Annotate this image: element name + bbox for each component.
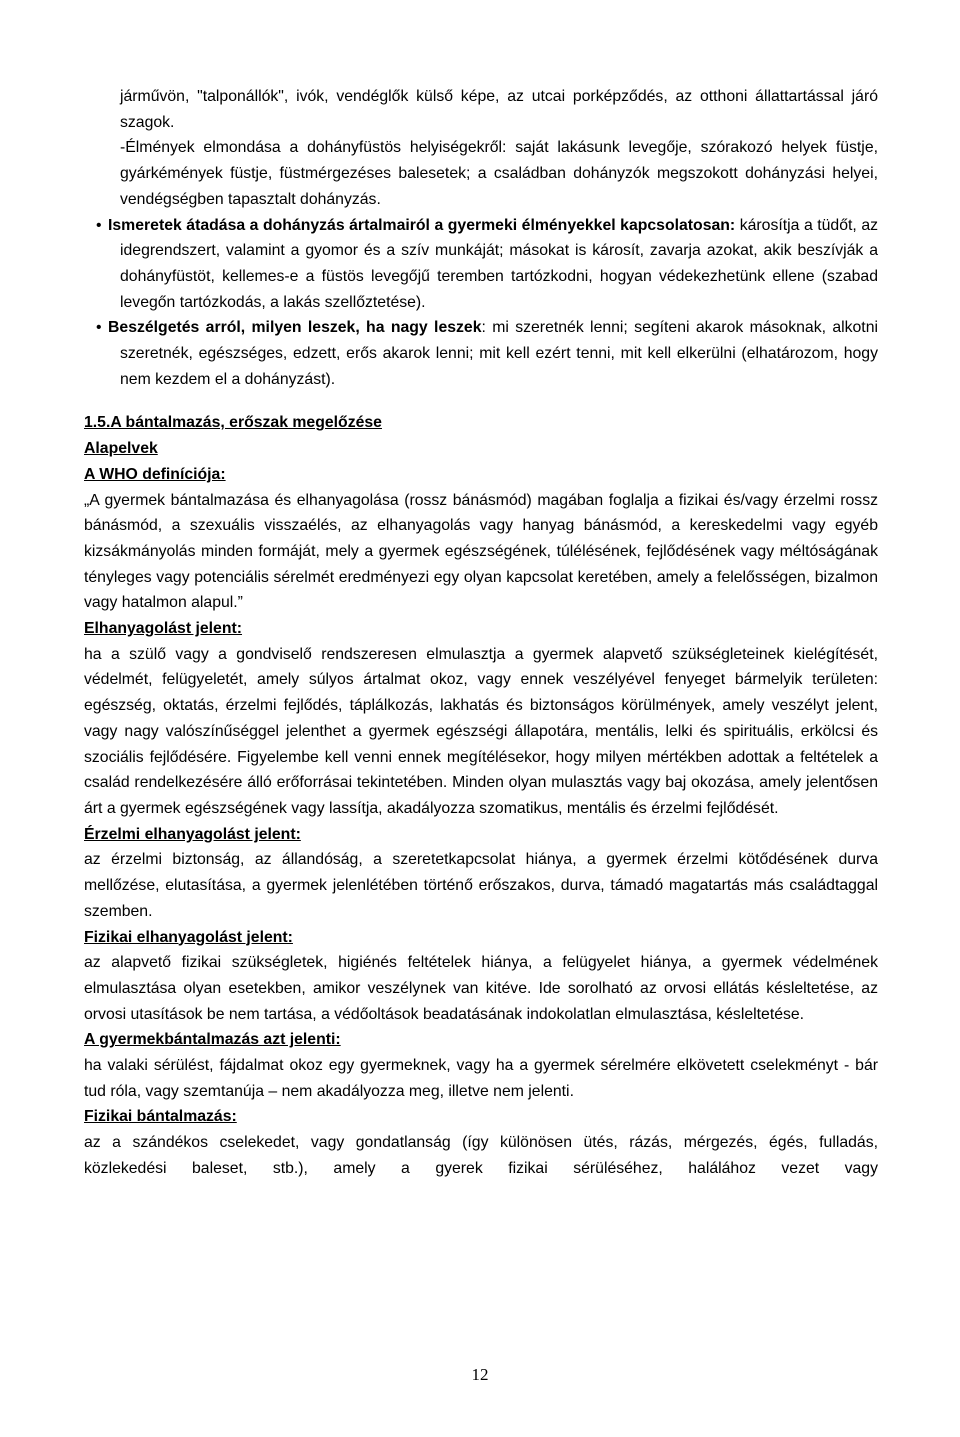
who-definition: „A gyermek bántalmazása és elhanyagolása (rossz bánásmód) magában foglalja a fizikai és/vagy érzelmi rossz bánásmód, a szexuális visszaélés, az elhanyagolás vagy hanyag bánásmód, a kereskedelmi vagy egyéb kizsákmányolás minden formáját, mely a gyermek egészségének, túlélésének, fejlődésének vagy méltóságának tényleges vagy potenciális sérelmét eredményezi egy olyan kapcsolat keretében, amely a felelősségen, bizalmon vagy hatalmon alapul.”	[84, 491, 878, 612]
bullet-item-2	[84, 315, 878, 392]
bullet-item-1-text: károsítja a tüdőt, az idegrendszert, valamint a gyomor és a szív munkáját; másokat is károsít, zavarja azokat, akik beszívják a dohányfüstöt, kellemes-e a füstös levegőjű teremben tartózkodni, hogyan védekezhetünk ellene (szabad levegőn tartózkodás, a lakás szellőztetése).	[120, 216, 878, 311]
section-title: 1.5.A bántalmazás, erőszak megelőzése	[84, 414, 382, 432]
physical-abuse-text: az a szándékos cselekedet, vagy gondatlanság (így különösen ütés, rázás, mérgezés, égés, fulladás, közlekedési baleset, stb.), amely a gyerek fizikai sérüléséhez, halálához vezet vagy	[84, 1134, 878, 1177]
page-body	[84, 84, 878, 1182]
abuse-text: ha valaki sérülést, fájdalmat okoz egy gyermeknek, vagy ha a gyermek sérelmére elkövetett cselekményt - bár tud róla, vagy szemtanúja – nem akadályozza meg, illetve nem jelenti.	[84, 1057, 878, 1100]
bullet-item-2-lead: Beszélgetés arról, milyen leszek, ha nagy leszek	[108, 319, 482, 337]
bullet-marker: •	[96, 319, 102, 337]
bullet-item-1-lead: Ismeretek átadása a dohányzás ártalmairól a gyermeki élményekkel kapcsolatosan:	[108, 216, 736, 234]
who-heading: A WHO definíciója:	[84, 465, 226, 483]
physical-neglect-text: az alapvető fizikai szükségletek, higiénés feltételek hiánya, a felügyelet hiánya, a gyermek védelmének elmulasztása olyan esetekben, amikor veszélynek van kitéve. Ide sorolható az orvosi ellátás késleltetése, az orvosi utasítások be nem tartása, a védőoltások beadatásának indokolatlan elmulasztása, késleltetése.	[84, 954, 878, 1023]
intro-paragraph-2: -Élmények elmondása a dohányfüstös helyiségekről: saját lakásunk levegője, szórakozó helyek füstje, gyárkémények füstje, füstmérgezéses balesetek; a családban dohányzók megszokott dohányzási helyei, vendégségben tapasztalt dohányzás.	[120, 139, 878, 208]
page-number: 12	[471, 1365, 489, 1384]
intro-paragraph-1: járművön, "talponállók", ivók, vendéglők külső képe, az utcai porképződés, az otthoni állattartással járó szagok.	[120, 88, 878, 131]
bullet-item-1	[84, 213, 878, 316]
emotional-neglect-text: az érzelmi biztonság, az állandóság, a szeretetkapcsolat hiánya, a gyermek érzelmi kötődésének durva mellőzése, elutasítása, a gyermek jelenlétében történő erőszakos, durva, támadó magatartás más családtaggal szemben.	[84, 851, 878, 920]
abuse-heading: A gyermekbántalmazás azt jelenti:	[84, 1031, 341, 1049]
bullet-marker: •	[96, 216, 102, 234]
physical-abuse-heading: Fizikai bántalmazás:	[84, 1108, 237, 1126]
neglect-heading: Elhanyagolást jelent:	[84, 620, 243, 638]
neglect-text: ha a szülő vagy a gondviselő rendszeresen elmulasztja a gyermek alapvető szükségleteinek kielégítését, védelmét, felügyeletét, amely súlyos ártalmat okoz, vagy ennek veszélyével fenyeget bármelyik területen: egészség, oktatás, érzelmi fejlődés, táplálkozás, lakhatás és biztonságos körülmények, amely veszélyt jelent, vagy nagy valószínűséggel jelenthet a gyermek egészségi állapotára, mentális, lelki és spirituális, erkölcsi és szociális fejlődésére. Figyelembe kell venni ennek megítélésekor, hogy milyen mértékben adottak a feltételek a család rendelkezésére álló erőforrásai tekintetében. Minden olyan mulasztás vagy baj okozása, amely jelentősen árt a gyermek egészségének vagy lassítja, akadályozza szomatikus, mentális és érzelmi fejlődését.	[84, 645, 878, 817]
physical-neglect-heading: Fizikai elhanyagolást jelent:	[84, 928, 293, 946]
bullet-item-2-text: : mi szeretnék lenni; segíteni akarok másoknak, alkotni szeretnék, egészséges, edzett, erős akarok lenni; mit kell ezért tenni, mit kell elkerülni (elhatározom, hogy nem kezdem el a dohányzást).	[120, 319, 878, 388]
section-spacer	[84, 392, 878, 410]
section-subtitle: Alapelvek	[84, 440, 158, 458]
emotional-neglect-heading: Érzelmi elhanyagolást jelent:	[84, 825, 301, 843]
